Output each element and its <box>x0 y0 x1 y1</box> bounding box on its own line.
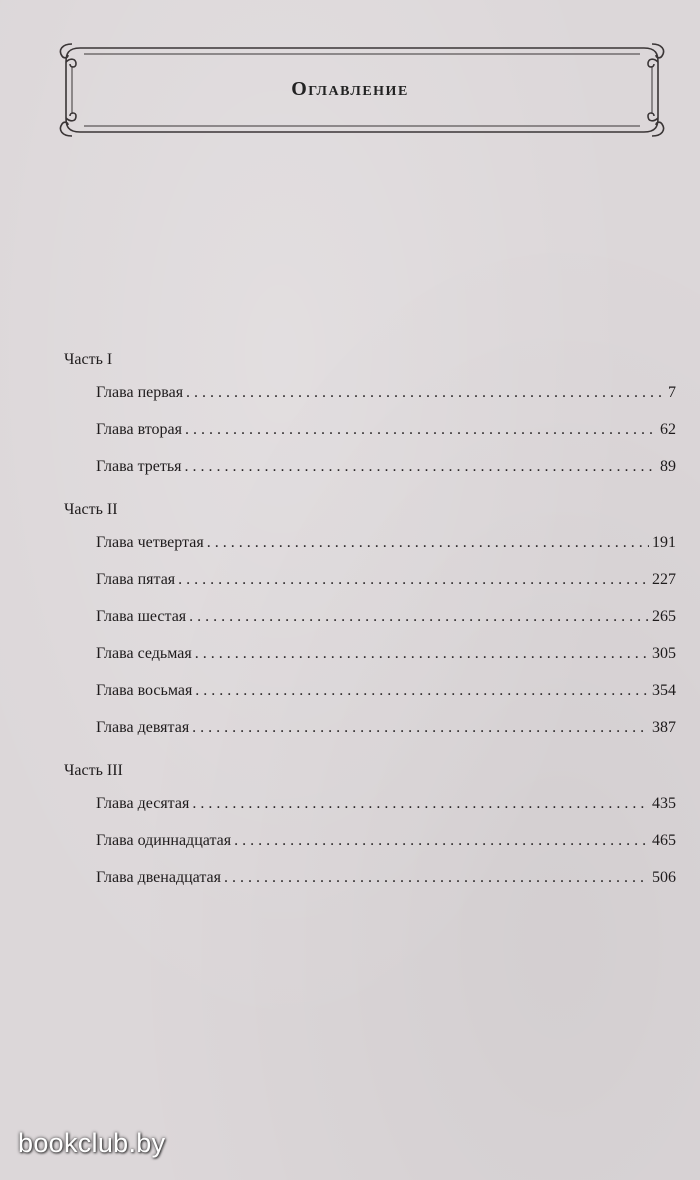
chapter-name: Глава десятая <box>96 795 190 812</box>
page-number: 506 <box>652 869 676 886</box>
page-number: 227 <box>652 571 676 588</box>
toc-entry[interactable] <box>64 411 676 448</box>
page-number: 465 <box>652 832 676 849</box>
chapter-name: Глава шестая <box>96 608 187 625</box>
toc-entry[interactable] <box>64 672 676 709</box>
page-number: 191 <box>652 534 676 551</box>
chapter-name: Глава третья <box>96 458 182 475</box>
part-title: Часть I <box>64 351 113 368</box>
dot-leader <box>195 635 649 672</box>
page-number: 89 <box>660 458 676 475</box>
chapter-name: Глава пятая <box>96 571 176 588</box>
chapter-name: Глава четвертая <box>96 534 204 551</box>
toc-entry[interactable] <box>64 448 676 485</box>
chapter-name: Глава восьмая <box>96 682 193 699</box>
toc-entry[interactable] <box>64 374 676 411</box>
page-number: 7 <box>668 384 676 401</box>
part-title: Часть III <box>64 762 123 779</box>
toc-entry[interactable] <box>64 635 676 672</box>
dot-leader <box>185 448 657 485</box>
dot-leader <box>189 598 649 635</box>
spacer <box>64 746 676 757</box>
page-title: Оглавление <box>291 78 409 100</box>
dot-leader <box>185 411 657 448</box>
chapter-name: Глава седьмая <box>96 645 192 662</box>
chapter-name: Глава вторая <box>96 421 182 438</box>
page-number: 435 <box>652 795 676 812</box>
toc-entry[interactable] <box>64 561 676 598</box>
dot-leader <box>192 709 649 746</box>
page-number: 387 <box>652 719 676 736</box>
spacer <box>64 485 676 496</box>
toc-part-3 <box>64 757 676 896</box>
page-number: 354 <box>652 682 676 699</box>
watermark-text: bookclub.by <box>18 1128 166 1158</box>
dot-leader <box>207 524 649 561</box>
dot-leader <box>192 785 649 822</box>
dot-leader <box>186 374 663 411</box>
page-number: 305 <box>652 645 676 662</box>
dot-leader <box>224 859 649 896</box>
dot-leader <box>178 561 649 598</box>
table-of-contents <box>64 346 676 896</box>
chapter-name: Глава девятая <box>96 719 190 736</box>
page-number: 265 <box>652 608 676 625</box>
chapter-name: Глава одиннадцатая <box>96 832 232 849</box>
toc-entry[interactable] <box>64 822 676 859</box>
toc-part-2 <box>64 496 676 746</box>
chapter-name: Глава первая <box>96 384 184 401</box>
chapter-name: Глава двенадцатая <box>96 869 221 886</box>
toc-entry[interactable] <box>64 859 676 896</box>
part-title: Часть II <box>64 501 118 518</box>
dot-leader <box>234 822 649 859</box>
toc-entry[interactable] <box>64 524 676 561</box>
toc-entry[interactable] <box>64 598 676 635</box>
toc-part-1 <box>64 346 676 485</box>
page-number: 62 <box>660 421 676 438</box>
toc-entry[interactable] <box>64 785 676 822</box>
toc-entry[interactable] <box>64 709 676 746</box>
dot-leader <box>195 672 649 709</box>
